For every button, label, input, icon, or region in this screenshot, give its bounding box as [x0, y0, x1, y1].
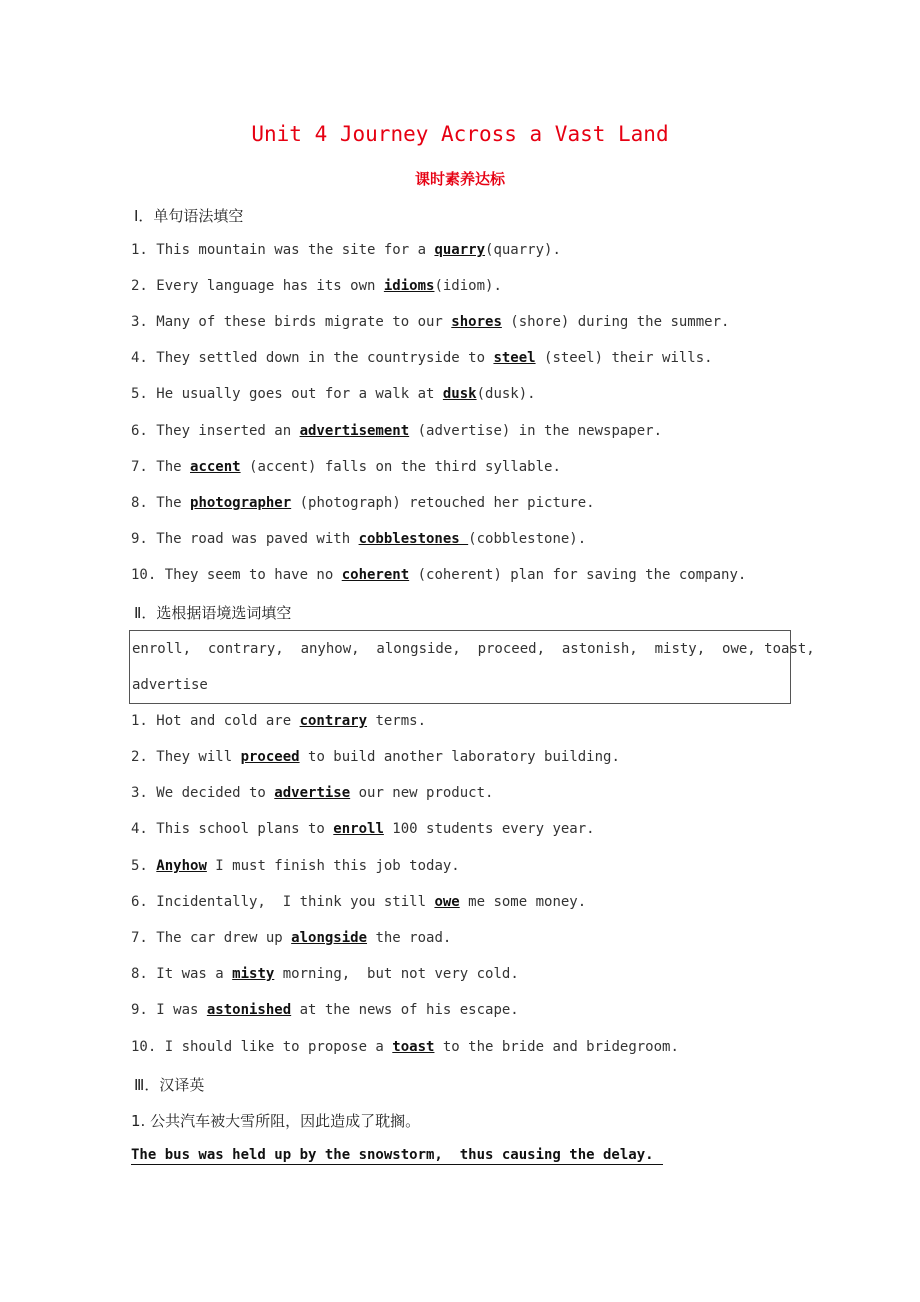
section-3-heading: Ⅲ．汉译英 [134, 1076, 205, 1094]
page-subtitle: 课时素养达标 [414, 170, 505, 188]
translation-question: 1. 公共汽车被大雪所阻，因此造成了耽搁。 [131, 1112, 421, 1130]
answer: steel [493, 350, 536, 366]
answer: quarry [434, 242, 486, 258]
list-item: 3. Many of these birds migrate to our shores (shore) during the summer. [131, 314, 730, 330]
word-bank-line: advertise [132, 677, 208, 693]
list-item: 6. They inserted an advertisement (advertise) in the newspaper. [131, 423, 663, 439]
answer: idioms [383, 278, 435, 294]
list-item: 8. The photographer (photograph) retouched her picture. [131, 495, 595, 511]
answer: astonished [206, 1002, 292, 1018]
answer: coherent [341, 567, 410, 583]
answer: shores [451, 314, 502, 330]
answer: advertisement [299, 423, 410, 439]
list-item: 5. He usually goes out for a walk at dusk(dusk). [131, 386, 536, 402]
list-item: 2. They will proceed to build another laboratory building. [131, 749, 620, 765]
section-1-heading: Ⅰ．单句语法填空 [134, 207, 244, 225]
list-item: 1. This mountain was the site for a quarry(quarry). [131, 242, 561, 258]
answer: alongside [291, 930, 368, 946]
word-bank [129, 630, 815, 704]
answer: photographer [190, 495, 292, 511]
list-item: 10. I should like to propose a toast to the bride and bridegroom. [131, 1039, 679, 1055]
list-item: 4. This school plans to enroll 100 students every year. [131, 821, 595, 837]
list-item: 6. Incidentally, I think you still owe me some money. [131, 894, 587, 910]
translation-answer: The bus was held up by the snowstorm, thus causing the delay. [131, 1147, 663, 1165]
list-item: 1. Hot and cold are contrary terms. [131, 713, 427, 729]
answer: accent [190, 459, 241, 475]
list-item: 9. I was astonished at the news of his escape. [131, 1002, 519, 1018]
answer: dusk [442, 386, 477, 402]
word-bank-line: enroll, contrary, anyhow, alongside, proceed, astonish, misty, owe, toast, [132, 641, 815, 657]
answer: advertise [274, 785, 351, 801]
answer: contrary [299, 713, 368, 729]
answer: proceed [240, 749, 300, 765]
list-item: 8. It was a misty morning, but not very cold. [131, 966, 519, 982]
list-item: 4. They settled down in the countryside to steel (steel) their wills. [131, 350, 713, 366]
list-item: 5. Anyhow I must finish this job today. [131, 858, 460, 874]
list-item: 9. The road was paved with cobblestones (cobblestone). [131, 531, 587, 547]
answer: misty [232, 966, 275, 982]
list-item: 2. Every language has its own idioms(idiom). [131, 278, 502, 294]
answer: cobblestones [358, 531, 469, 547]
answer: Anyhow [156, 858, 207, 874]
page-title: Unit 4 Journey Across a Vast Land [251, 122, 669, 146]
list-item: 3. We decided to advertise our new product. [131, 785, 494, 801]
list-item: 7. The car drew up alongside the road. [131, 930, 452, 946]
answer: toast [392, 1039, 435, 1055]
answer: owe [434, 894, 460, 910]
list-item: 10. They seem to have no coherent (coherent) plan for saving the company. [131, 567, 747, 583]
answer: enroll [333, 821, 384, 837]
section-2-heading: Ⅱ．选根据语境选词填空 [134, 604, 292, 622]
list-item: 7. The accent (accent) falls on the third syllable. [131, 459, 561, 475]
